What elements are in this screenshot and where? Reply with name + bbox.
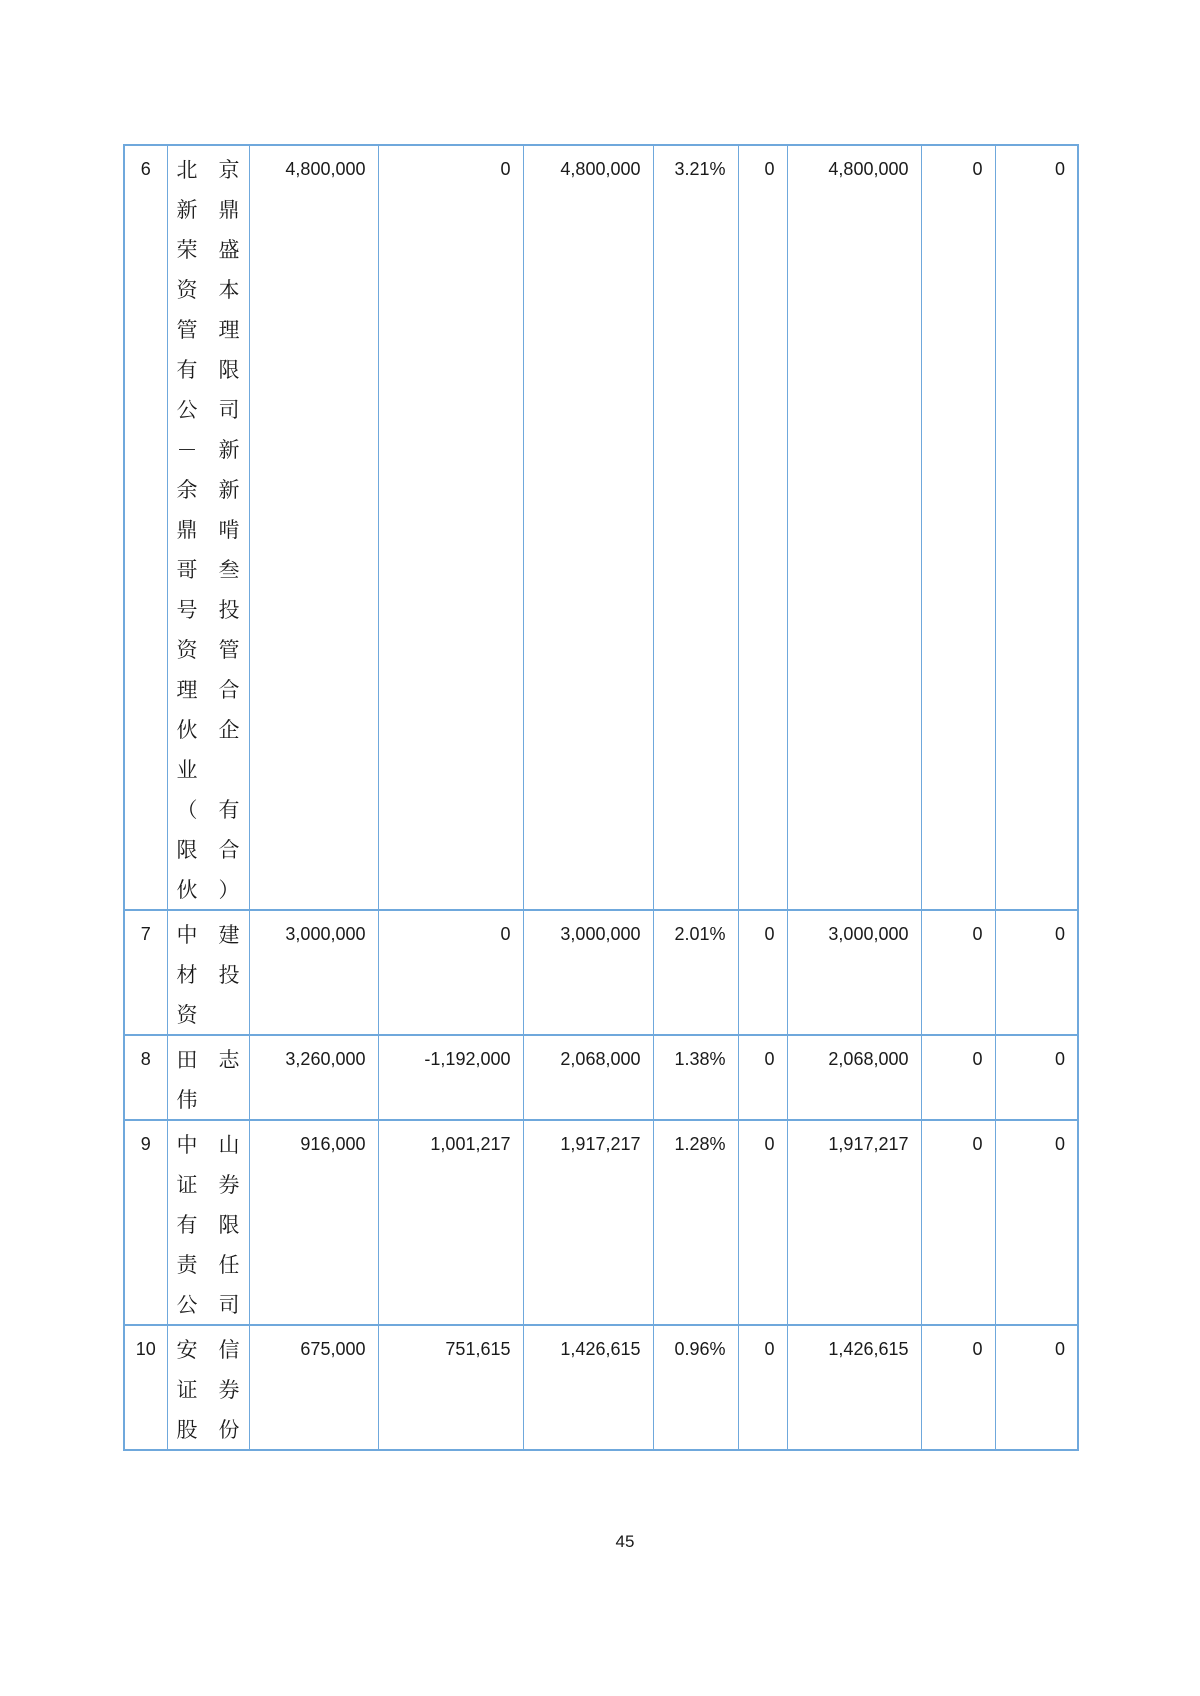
name-char: 股 xyxy=(176,1418,198,1442)
name-char: 新 xyxy=(218,438,240,462)
row-number-cell: 8 xyxy=(124,1035,167,1120)
name-char: 伙 xyxy=(176,878,198,902)
name-char: 合 xyxy=(218,678,240,702)
value-cell: 1.38% xyxy=(653,1035,738,1120)
value-cell: 3,000,000 xyxy=(249,910,378,1035)
shareholders-table-body xyxy=(124,145,1078,1450)
name-char: 司 xyxy=(218,1293,240,1317)
name-char: 山 xyxy=(218,1133,240,1157)
shareholder-name-line xyxy=(177,309,240,349)
name-char: 公 xyxy=(176,1293,198,1317)
shareholder-name-line xyxy=(177,1164,240,1204)
shareholder-name-line xyxy=(177,1409,240,1449)
table-row xyxy=(124,1035,1078,1120)
value-cell: 0 xyxy=(738,1325,787,1450)
shareholder-name-line xyxy=(177,149,240,189)
value-cell: 4,800,000 xyxy=(249,145,378,910)
shareholder-name-line xyxy=(177,954,240,994)
shareholders-table xyxy=(123,144,1079,1451)
name-char: 限 xyxy=(176,838,198,862)
value-cell: 2,068,000 xyxy=(787,1035,921,1120)
name-char: 京 xyxy=(218,158,240,182)
name-char: 责 xyxy=(176,1253,198,1277)
value-cell: 0 xyxy=(995,145,1078,910)
value-cell: 675,000 xyxy=(249,1325,378,1450)
value-cell: 0 xyxy=(378,145,523,910)
value-cell: 0 xyxy=(921,1325,995,1450)
name-char: 业 xyxy=(176,758,198,782)
name-char: 理 xyxy=(218,318,240,342)
value-cell: 1.28% xyxy=(653,1120,738,1325)
value-cell: 751,615 xyxy=(378,1325,523,1450)
shareholder-name-line xyxy=(177,509,240,549)
name-char: 号 xyxy=(176,598,198,622)
value-cell: 1,001,217 xyxy=(378,1120,523,1325)
shareholder-name-cell xyxy=(167,145,249,910)
name-char: 余 xyxy=(176,478,198,502)
table-row xyxy=(124,1325,1078,1450)
name-char: 投 xyxy=(218,598,240,622)
name-char: 建 xyxy=(218,923,240,947)
row-number-cell: 9 xyxy=(124,1120,167,1325)
name-char: 券 xyxy=(218,1378,240,1402)
value-cell: 1,426,615 xyxy=(523,1325,653,1450)
name-char: 投 xyxy=(218,963,240,987)
name-char: 公 xyxy=(176,398,198,422)
name-char: 司 xyxy=(218,398,240,422)
name-char: 志 xyxy=(218,1048,240,1072)
value-cell: 4,800,000 xyxy=(787,145,921,910)
table-row xyxy=(124,1120,1078,1325)
shareholder-name-line xyxy=(177,829,240,869)
value-cell: -1,192,000 xyxy=(378,1035,523,1120)
value-cell: 3,260,000 xyxy=(249,1035,378,1120)
shareholder-name-line xyxy=(177,1039,240,1079)
shareholder-name-line xyxy=(177,349,240,389)
name-char: 叁 xyxy=(218,558,240,582)
value-cell: 1,426,615 xyxy=(787,1325,921,1450)
value-cell: 3,000,000 xyxy=(523,910,653,1035)
name-char: 有 xyxy=(176,358,198,382)
name-char: 哥 xyxy=(176,558,198,582)
name-char: （ xyxy=(176,798,198,822)
name-char: 新 xyxy=(218,478,240,502)
shareholder-name-line xyxy=(177,1369,240,1409)
name-char: 合 xyxy=(218,838,240,862)
name-char: 管 xyxy=(218,638,240,662)
value-cell: 4,800,000 xyxy=(523,145,653,910)
value-cell: 0 xyxy=(921,1035,995,1120)
name-char: 伙 xyxy=(176,718,198,742)
shareholder-name-line xyxy=(177,1079,240,1119)
value-cell: 0 xyxy=(738,910,787,1035)
name-char: ） xyxy=(218,878,240,902)
shareholder-name-line xyxy=(177,869,240,909)
value-cell: 0 xyxy=(921,1120,995,1325)
shareholder-name-line xyxy=(177,389,240,429)
shareholder-name-cell xyxy=(167,1325,249,1450)
name-char: 理 xyxy=(176,678,198,702)
row-number-cell: 6 xyxy=(124,145,167,910)
name-char: 盛 xyxy=(218,238,240,262)
name-char: 荣 xyxy=(176,238,198,262)
name-char: 任 xyxy=(218,1253,240,1277)
table-row xyxy=(124,145,1078,910)
shareholder-name-line xyxy=(177,1244,240,1284)
name-char: 资 xyxy=(176,1003,198,1027)
name-char: 券 xyxy=(218,1173,240,1197)
shareholder-name-line xyxy=(177,1204,240,1244)
name-char: 材 xyxy=(176,963,198,987)
name-char: 证 xyxy=(176,1173,198,1197)
shareholder-name-line xyxy=(177,549,240,589)
shareholder-name-line xyxy=(177,429,240,469)
value-cell: 0 xyxy=(738,1035,787,1120)
name-char: 鼎 xyxy=(218,198,240,222)
shareholder-name-line xyxy=(177,229,240,269)
value-cell: 1,917,217 xyxy=(787,1120,921,1325)
shareholder-name-line xyxy=(177,1284,240,1324)
name-char: 安 xyxy=(176,1338,198,1362)
page-number: 45 xyxy=(615,1532,635,1551)
value-cell: 2.01% xyxy=(653,910,738,1035)
value-cell: 0 xyxy=(921,910,995,1035)
name-char: 限 xyxy=(218,358,240,382)
value-cell: 3,000,000 xyxy=(787,910,921,1035)
shareholder-name-line xyxy=(177,789,240,829)
value-cell: 0.96% xyxy=(653,1325,738,1450)
name-char: 中 xyxy=(176,923,198,947)
name-char: 企 xyxy=(218,718,240,742)
value-cell: 2,068,000 xyxy=(523,1035,653,1120)
name-char: 伟 xyxy=(176,1088,198,1112)
shareholder-name-line xyxy=(177,709,240,749)
value-cell: 0 xyxy=(738,145,787,910)
name-char: 新 xyxy=(176,198,198,222)
row-number-cell: 10 xyxy=(124,1325,167,1450)
shareholder-name-line xyxy=(177,469,240,509)
shareholder-name-line xyxy=(177,269,240,309)
name-char: 鼎 xyxy=(176,518,198,542)
value-cell: 0 xyxy=(738,1120,787,1325)
shareholder-name-cell xyxy=(167,1035,249,1120)
name-char: 管 xyxy=(176,318,198,342)
name-char: 限 xyxy=(218,1213,240,1237)
name-char: 证 xyxy=(176,1378,198,1402)
shareholder-name-line xyxy=(177,1124,240,1164)
shareholder-name-cell xyxy=(167,910,249,1035)
name-char: 中 xyxy=(176,1133,198,1157)
shareholder-name-line xyxy=(177,1329,240,1369)
shareholder-name-line xyxy=(177,629,240,669)
table-row xyxy=(124,910,1078,1035)
shareholder-name-cell xyxy=(167,1120,249,1325)
name-char: 北 xyxy=(176,158,198,182)
name-char: 信 xyxy=(218,1338,240,1362)
name-char: 有 xyxy=(218,798,240,822)
name-char: 有 xyxy=(176,1213,198,1237)
value-cell: 0 xyxy=(995,910,1078,1035)
name-char: 份 xyxy=(218,1418,240,1442)
value-cell: 0 xyxy=(995,1325,1078,1450)
value-cell: 0 xyxy=(995,1120,1078,1325)
name-char: 资 xyxy=(176,278,198,302)
shareholder-name-line xyxy=(177,994,240,1034)
value-cell: 0 xyxy=(921,145,995,910)
value-cell: 3.21% xyxy=(653,145,738,910)
value-cell: 0 xyxy=(995,1035,1078,1120)
shareholder-name-line xyxy=(177,589,240,629)
shareholder-name-line xyxy=(177,749,240,789)
name-char: 本 xyxy=(218,278,240,302)
shareholder-name-line xyxy=(177,669,240,709)
shareholder-name-line xyxy=(177,914,240,954)
shareholder-name-line xyxy=(177,189,240,229)
row-number-cell: 7 xyxy=(124,910,167,1035)
value-cell: 916,000 xyxy=(249,1120,378,1325)
name-char: 资 xyxy=(176,638,198,662)
name-char: － xyxy=(176,438,198,462)
name-char: 啃 xyxy=(218,518,240,542)
value-cell: 0 xyxy=(378,910,523,1035)
name-char: 田 xyxy=(176,1048,198,1072)
value-cell: 1,917,217 xyxy=(523,1120,653,1325)
